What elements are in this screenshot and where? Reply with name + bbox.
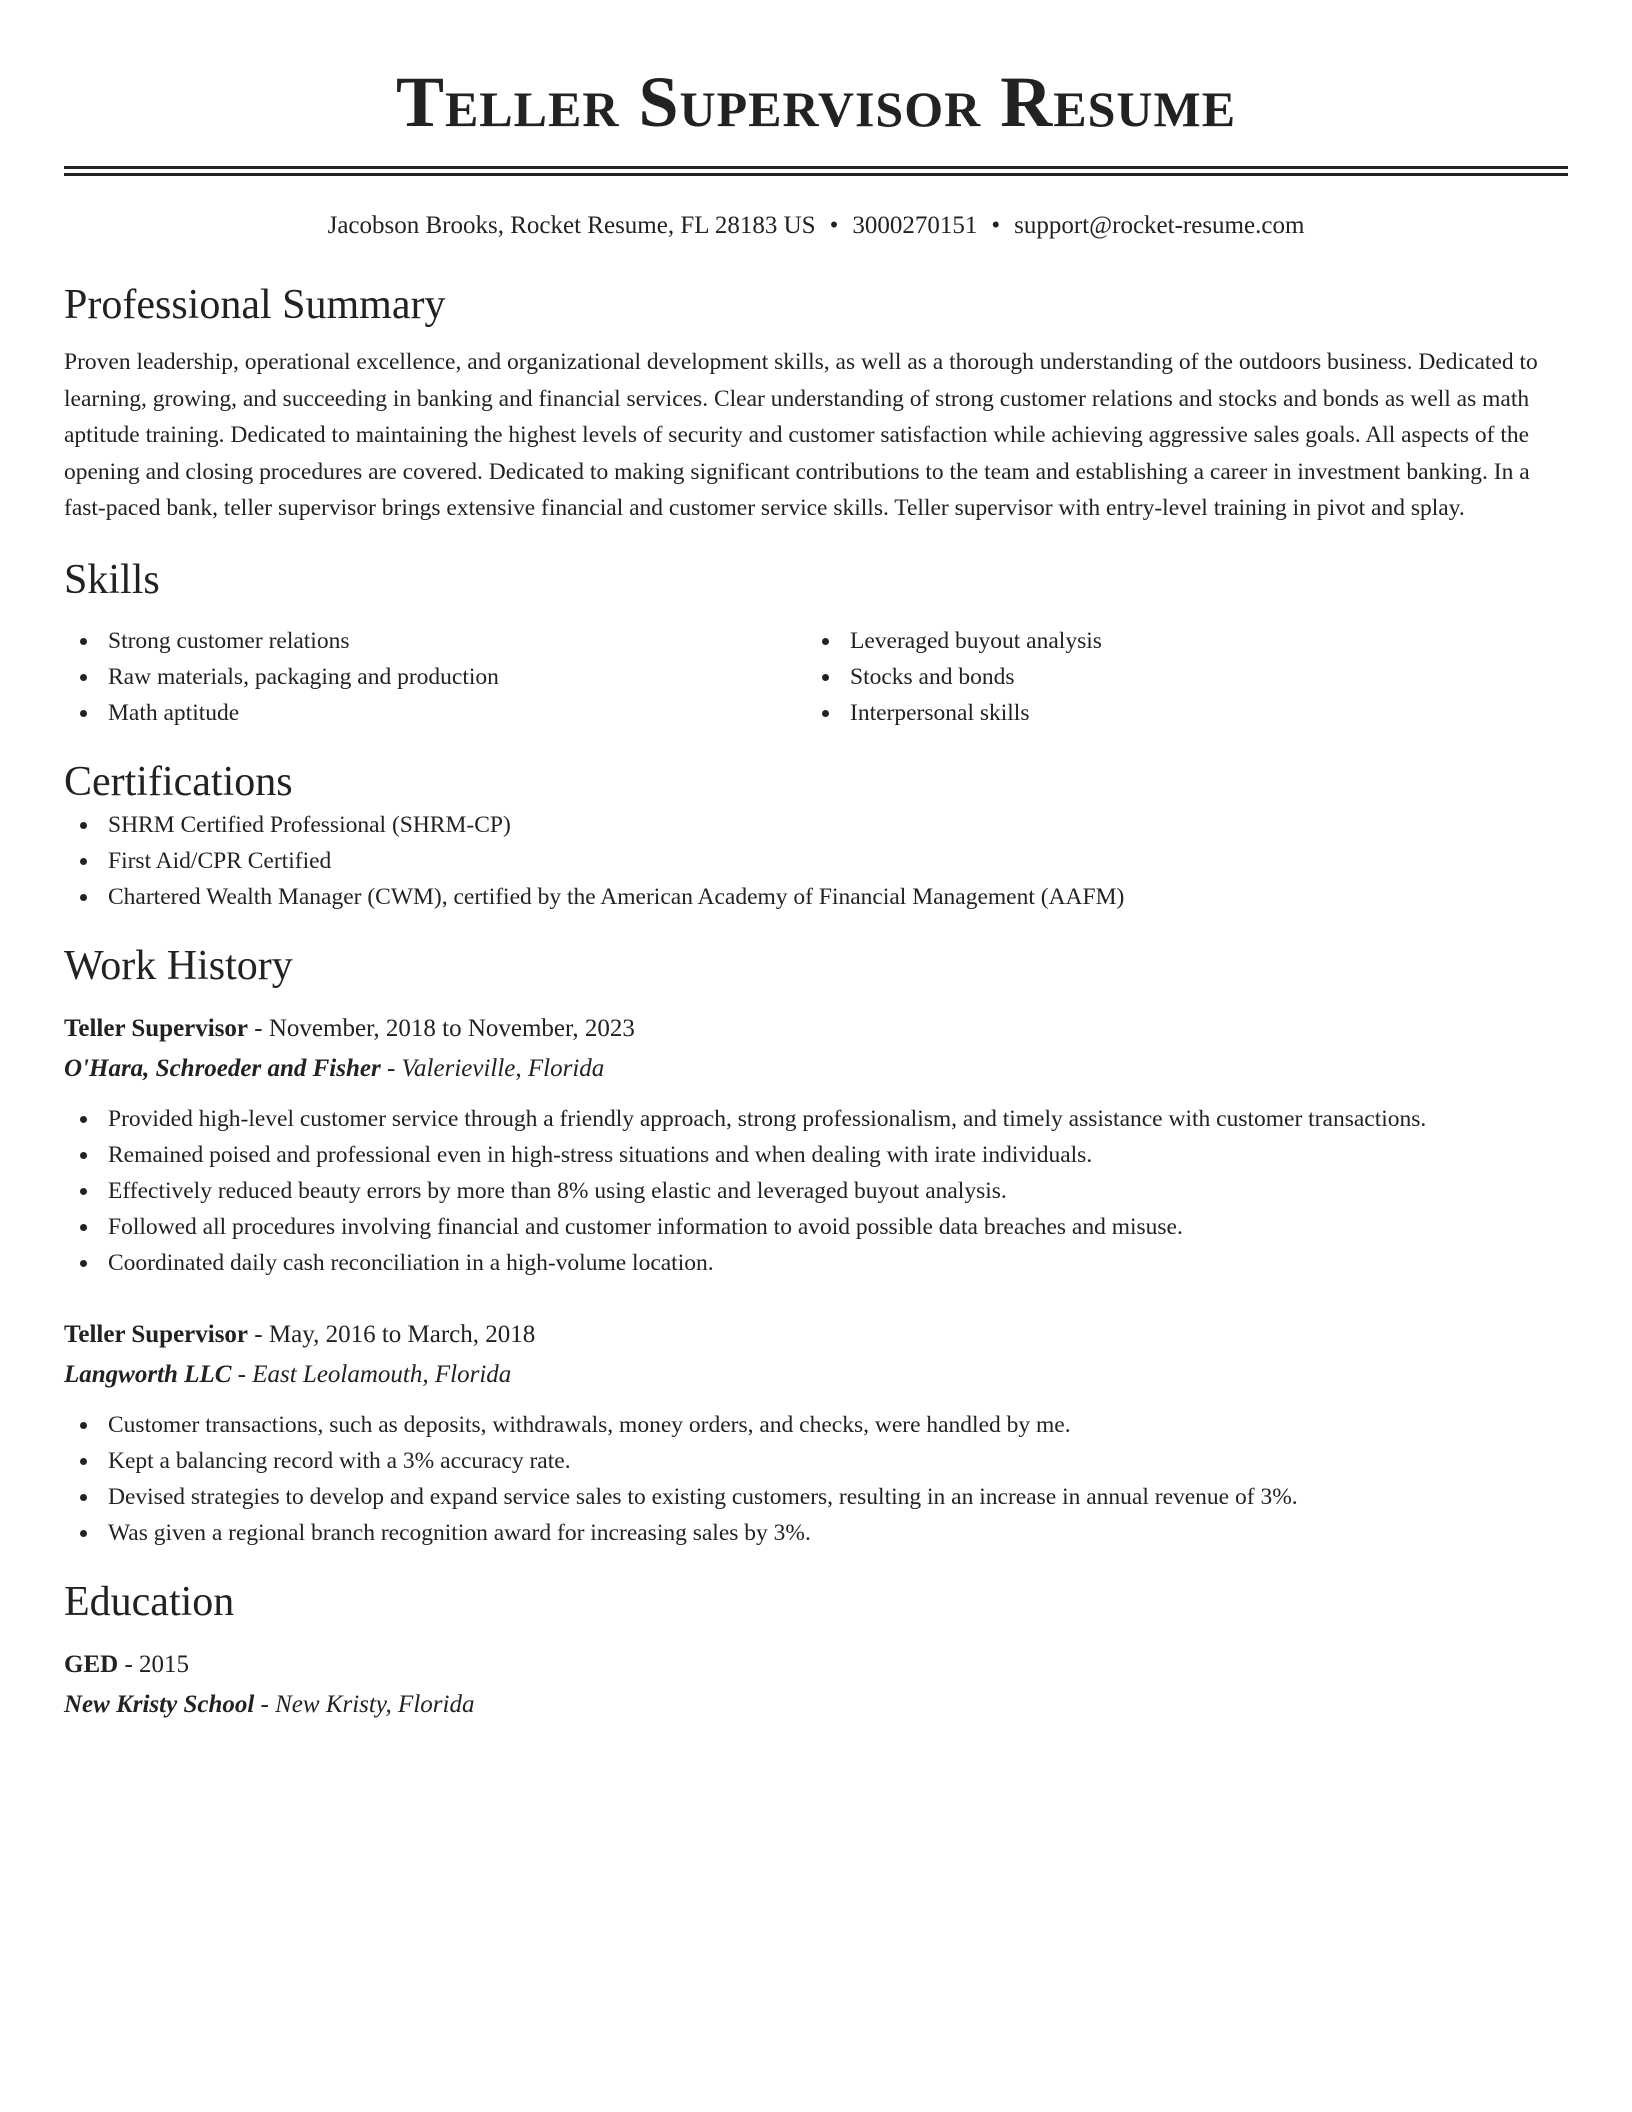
education-heading: Education: [64, 1578, 235, 1625]
skill-item: Math aptitude: [64, 695, 806, 731]
certification-item: First Aid/CPR Certified: [64, 843, 1568, 879]
contact-email: support@rocket-resume.com: [1014, 212, 1305, 239]
contact-separator: •: [829, 212, 839, 239]
job-duty-item: Devised strategies to develop and expand service sales to existing customers, resulting in an increase in annual revenue of 3%.: [64, 1479, 1568, 1515]
skills-list-right: [806, 623, 1548, 731]
skill-item: Interpersonal skills: [806, 695, 1548, 731]
certification-item: Chartered Wealth Manager (CWM), certified by the American Academy of Financial Management (AAFM): [64, 879, 1568, 915]
degree-line: [64, 1645, 1568, 1685]
job-dates: - May, 2016 to March, 2018: [248, 1320, 536, 1348]
job-duties-list: [64, 1407, 1568, 1551]
job-duty-item: Customer transactions, such as deposits, withdrawals, money orders, and checks, were handled by me.: [64, 1407, 1568, 1443]
skill-item: Raw materials, packaging and production: [64, 659, 806, 695]
company-line: [64, 1049, 1568, 1089]
skills-grid: [64, 623, 1568, 731]
skill-item: Leveraged buyout analysis: [806, 623, 1548, 659]
contact-phone: 3000270151: [852, 212, 978, 239]
education-entry: [64, 1645, 1568, 1725]
job-duties-list: [64, 1101, 1568, 1281]
skills-list-left: [64, 623, 806, 731]
job-dates: - November, 2018 to November, 2023: [248, 1014, 635, 1042]
job-title: Teller Supervisor: [64, 1320, 249, 1348]
skill-item: Stocks and bonds: [806, 659, 1548, 695]
certifications-list: [64, 807, 1568, 915]
certifications-heading: Certifications: [64, 758, 293, 805]
job-duty-item: Effectively reduced beauty errors by more than 8% using elastic and leveraged buyout analysis.: [64, 1173, 1568, 1209]
company-name: Langworth LLC: [64, 1360, 232, 1388]
job-duty-item: Was given a regional branch recognition award for increasing sales by 3%.: [64, 1515, 1568, 1551]
job-duty-item: Coordinated daily cash reconciliation in a high-volume location.: [64, 1245, 1568, 1281]
job-title: Teller Supervisor: [64, 1014, 249, 1042]
skills-column-left: [64, 623, 806, 731]
summary-heading: Professional Summary: [64, 282, 446, 328]
job-duty-item: Remained poised and professional even in high-stress situations and when dealing with irate individuals.: [64, 1137, 1568, 1173]
skill-item: Strong customer relations: [64, 623, 806, 659]
contact-separator: •: [991, 212, 1001, 239]
graduation-year: - 2015: [118, 1650, 190, 1678]
contact-line: [64, 210, 1568, 242]
job-entry: [64, 1009, 1568, 1281]
resume-title: Teller Supervisor Resume: [395, 62, 1237, 142]
work-history-heading: Work History: [64, 942, 293, 989]
school-name: New Kristy School: [64, 1690, 255, 1718]
job-title-line: [64, 1315, 1568, 1355]
job-duty-item: Followed all procedures involving financial and customer information to avoid possible data breaches and misuse.: [64, 1209, 1568, 1245]
company-location: - Valerieville, Florida: [380, 1054, 605, 1082]
job-entry: [64, 1315, 1568, 1551]
contact-address: Jacobson Brooks, Rocket Resume, FL 28183 US: [327, 212, 816, 239]
job-duty-item: Kept a balancing record with a 3% accuracy rate.: [64, 1443, 1568, 1479]
job-title-line: [64, 1009, 1568, 1049]
company-location: - East Leolamouth, Florida: [231, 1360, 512, 1388]
degree: GED: [64, 1650, 119, 1678]
company-name: O'Hara, Schroeder and Fisher: [64, 1054, 381, 1082]
school-location: - New Kristy, Florida: [254, 1690, 475, 1718]
school-line: [64, 1685, 1568, 1725]
skills-column-right: [806, 623, 1548, 731]
title-double-rule: [64, 166, 1568, 176]
skills-heading: Skills: [64, 556, 160, 603]
job-duty-item: Provided high-level customer service through a friendly approach, strong professionalism, and timely assistance with customer transactions.: [64, 1101, 1568, 1137]
company-line: [64, 1355, 1568, 1395]
certification-item: SHRM Certified Professional (SHRM-CP): [64, 807, 1568, 843]
summary-text: Proven leadership, operational excellence, and organizational development skills, as well as a thorough understanding of the outdoors business. Dedicated to learning, growing, and succeeding in banking and financial services. Clear understanding of strong customer relations and stocks and bonds as well as math aptitude training. Dedicated to maintaining the highest levels of security and customer satisfaction while achieving aggressive sales goals. All aspects of the opening and closing procedures are covered. Dedicated to making significant contributions to the team and establishing a career in investment banking. In a fast-paced bank, teller supervisor brings extensive financial and customer service skills. Teller supervisor with entry-level training in pivot and splay.: [64, 349, 1538, 522]
